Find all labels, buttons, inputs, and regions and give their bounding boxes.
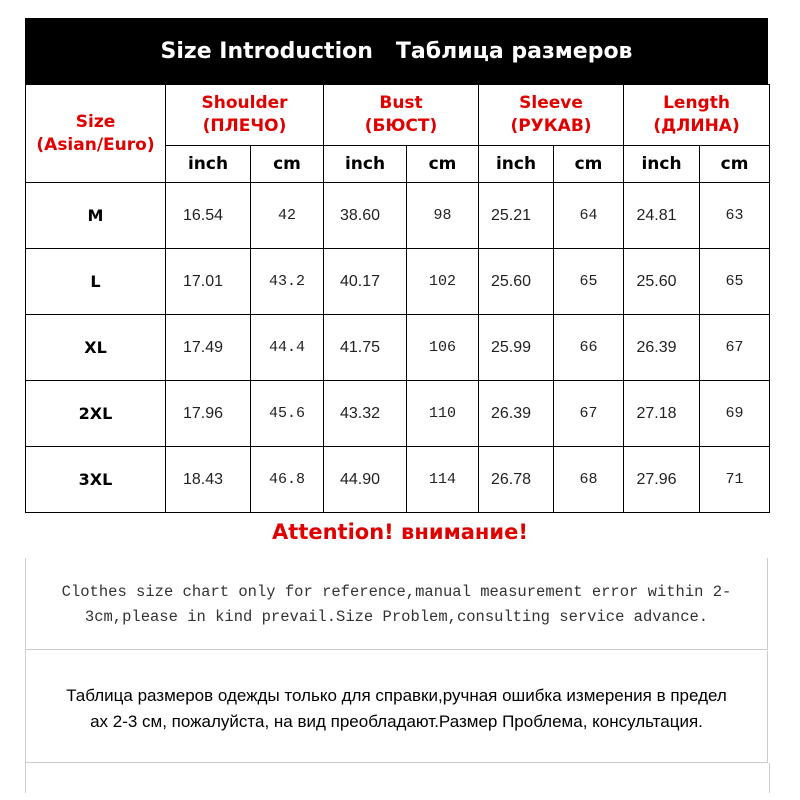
length-inch-cell: 24.81: [624, 183, 700, 249]
bust-cm-cell: 110: [407, 381, 479, 447]
shoulder-inch-cell: 17.96: [166, 381, 251, 447]
size-label-cell: XL: [26, 315, 166, 381]
length-cm-cell: 67: [700, 315, 770, 381]
bust-cm-cell: 106: [407, 315, 479, 381]
unit-cm-header: cm: [251, 146, 324, 183]
unit-inch-header: inch: [324, 146, 407, 183]
bust-header-label-ru: (БЮСТ): [364, 116, 438, 136]
unit-cm-header: cm: [554, 146, 624, 183]
bust-inch-cell: 38.60: [324, 183, 407, 249]
length-header: [624, 85, 770, 146]
note-russian: [25, 651, 768, 763]
size-chart-title: Size Introduction Таблица размеров: [25, 18, 768, 84]
shoulder-inch-cell: 17.01: [166, 249, 251, 315]
note-english-line: 3cm,please in kind prevail.Size Problem,consulting service advance.: [84, 608, 709, 626]
sleeve-header: [479, 85, 624, 146]
sleeve-inch-cell: 25.99: [479, 315, 554, 381]
bust-header-label: Bust: [379, 93, 423, 113]
shoulder-cm-cell: 42: [251, 183, 324, 249]
note-english-line: Clothes size chart only for reference,manual measurement error within 2-: [61, 583, 732, 601]
length-cm-cell: 65: [700, 249, 770, 315]
note-english: [25, 558, 768, 650]
header-row-names: [26, 85, 770, 146]
sleeve-cm-cell: 66: [554, 315, 624, 381]
sleeve-cm-cell: 67: [554, 381, 624, 447]
length-inch-cell: 27.96: [624, 447, 700, 513]
shoulder-inch-cell: 16.54: [166, 183, 251, 249]
sleeve-cm-cell: 64: [554, 183, 624, 249]
note-russian-line: ах 2-3 см, пожалуйста, на вид преобладают.Размер Проблема, консультация.: [90, 712, 703, 731]
table-row: [26, 315, 770, 381]
shoulder-cm-cell: 46.8: [251, 447, 324, 513]
unit-inch-header: inch: [166, 146, 251, 183]
note-russian-line: Таблица размеров одежды только для справки,ручная ошибка измерения в предел: [66, 686, 727, 705]
size-label-cell: L: [26, 249, 166, 315]
length-header-label-ru: (ДЛИНА): [653, 116, 740, 136]
table-row: [26, 249, 770, 315]
size-header-cell: [26, 85, 166, 183]
sleeve-inch-cell: 25.60: [479, 249, 554, 315]
sleeve-header-label: Sleeve: [519, 93, 583, 113]
length-cm-cell: 71: [700, 447, 770, 513]
bust-cm-cell: 114: [407, 447, 479, 513]
table-row: [26, 447, 770, 513]
size-header-label: Size: [75, 111, 116, 132]
length-cm-cell: 69: [700, 381, 770, 447]
sleeve-inch-cell: 25.21: [479, 183, 554, 249]
bust-cm-cell: 102: [407, 249, 479, 315]
sleeve-header-label-ru: (РУКАВ): [510, 116, 592, 136]
shoulder-cm-cell: 44.4: [251, 315, 324, 381]
shoulder-cm-cell: 45.6: [251, 381, 324, 447]
bust-inch-cell: 44.90: [324, 447, 407, 513]
shoulder-header: [166, 85, 324, 146]
unit-cm-header: cm: [407, 146, 479, 183]
length-inch-cell: 26.39: [624, 315, 700, 381]
unit-inch-header: inch: [479, 146, 554, 183]
sleeve-inch-cell: 26.39: [479, 381, 554, 447]
bust-cm-cell: 98: [407, 183, 479, 249]
sleeve-inch-cell: 26.78: [479, 447, 554, 513]
size-header-sublabel: (Asian/Euro): [36, 134, 155, 155]
bust-inch-cell: 43.32: [324, 381, 407, 447]
shoulder-header-label-ru: (ПЛЕЧО): [202, 116, 287, 136]
size-table: [25, 84, 770, 513]
shoulder-inch-cell: 17.49: [166, 315, 251, 381]
bust-inch-cell: 40.17: [324, 249, 407, 315]
size-label-cell: 2XL: [26, 381, 166, 447]
length-inch-cell: 25.60: [624, 249, 700, 315]
shoulder-header-label: Shoulder: [201, 93, 288, 113]
length-header-label: Length: [663, 93, 730, 113]
sleeve-cm-cell: 65: [554, 249, 624, 315]
length-inch-cell: 27.18: [624, 381, 700, 447]
size-label-cell: M: [26, 183, 166, 249]
table-row: [26, 183, 770, 249]
bust-inch-cell: 41.75: [324, 315, 407, 381]
shoulder-inch-cell: 18.43: [166, 447, 251, 513]
attention-heading: Attention! внимание!: [272, 520, 528, 544]
note-empty-cell: [25, 763, 770, 793]
table-row: [26, 381, 770, 447]
bust-header: [324, 85, 479, 146]
unit-inch-header: inch: [624, 146, 700, 183]
sleeve-cm-cell: 68: [554, 447, 624, 513]
size-label-cell: 3XL: [26, 447, 166, 513]
unit-cm-header: cm: [700, 146, 770, 183]
length-cm-cell: 63: [700, 183, 770, 249]
shoulder-cm-cell: 43.2: [251, 249, 324, 315]
size-rows: [26, 183, 770, 513]
